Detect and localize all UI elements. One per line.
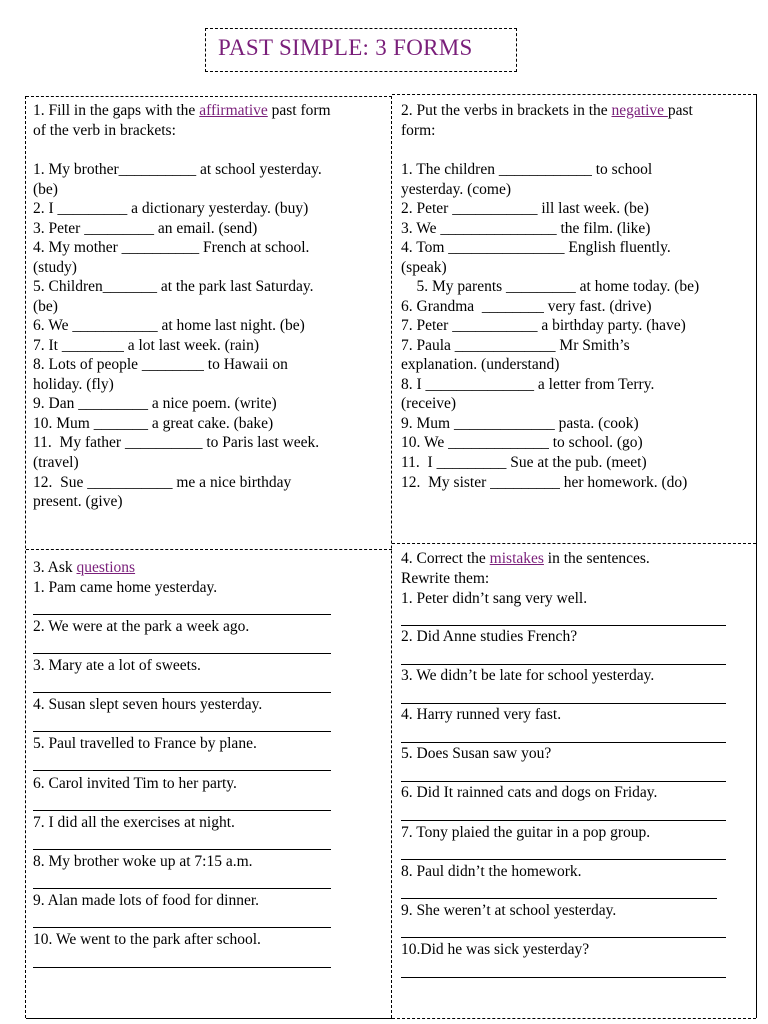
gap-fill-line[interactable]: 7. It ________ a lot last week. (rain): [33, 337, 259, 354]
gap-fill-line[interactable]: 3. We _______________ the film. (like): [401, 220, 651, 237]
gap-fill-line[interactable]: 2. Peter ___________ ill last week. (be): [401, 200, 649, 217]
gap-fill-line[interactable]: 10. Mum _______ a great cake. (bake): [33, 415, 274, 432]
gap-fill-line: present. (give): [33, 493, 123, 510]
answer-line[interactable]: [401, 781, 726, 782]
gap-fill-line[interactable]: 1. My brother__________ at school yesterday.: [33, 161, 322, 178]
answer-line[interactable]: [401, 625, 726, 626]
exercise-2-instruction-cont: form:: [401, 122, 436, 139]
box-bottom-border-right: [392, 1018, 756, 1019]
gap-fill-line[interactable]: 7. Peter ___________ a birthday party. (have): [401, 317, 686, 334]
gap-fill-line: (receive): [401, 395, 457, 412]
gap-fill-line: explanation. (understand): [401, 356, 560, 373]
mistake-sentence: 4. Harry runned very fast.: [401, 706, 562, 723]
mistake-sentence: 8. Paul didn’t the homework.: [401, 863, 582, 880]
page-title: PAST SIMPLE: 3 FORMS: [218, 35, 473, 60]
question-item: 10. We went to the park after school.: [33, 931, 261, 948]
gap-fill-line[interactable]: 9. Mum _____________ pasta. (cook): [401, 415, 639, 432]
exercise-2-instruction: 2. Put the verbs in brackets in the negative past: [401, 102, 693, 119]
gap-fill-line[interactable]: 5. My parents _________ at home today. (be): [401, 278, 700, 295]
answer-line[interactable]: [401, 742, 726, 743]
answer-line[interactable]: [401, 859, 726, 860]
answer-line[interactable]: [401, 820, 726, 821]
question-item: 5. Paul travelled to France by plane.: [33, 735, 257, 752]
answer-line[interactable]: [401, 898, 717, 899]
gap-fill-line[interactable]: 6. Grandma ________ very fast. (drive): [401, 298, 652, 315]
box-middle-border: [391, 96, 392, 1018]
box-mid-border-right: [392, 543, 756, 544]
answer-line[interactable]: [401, 664, 726, 665]
exercise-1-instruction-cont: of the verb in brackets:: [33, 122, 176, 139]
gap-fill-line[interactable]: 3. Peter _________ an email. (send): [33, 220, 258, 237]
gap-fill-line: (be): [33, 298, 58, 315]
answer-line[interactable]: [33, 849, 331, 850]
box-mid-border-left: [26, 549, 392, 550]
keyword-questions: questions: [76, 559, 136, 576]
question-item: 8. My brother woke up at 7:15 a.m.: [33, 853, 253, 870]
gap-fill-line[interactable]: 8. I ______________ a letter from Terry.: [401, 376, 655, 393]
mistake-sentence: 9. She weren’t at school yesterday.: [401, 902, 617, 919]
mistake-sentence: 7. Tony plaied the guitar in a pop group.: [401, 824, 651, 841]
gap-fill-line[interactable]: 10. We _____________ to school. (go): [401, 434, 643, 451]
question-item: 4. Susan slept seven hours yesterday.: [33, 696, 263, 713]
keyword-mistakes: mistakes: [489, 550, 544, 567]
box-bottom-border-left: [26, 1018, 392, 1019]
gap-fill-line[interactable]: 1. The children ____________ to school: [401, 161, 653, 178]
box-right-border: [756, 94, 757, 1018]
gap-fill-line[interactable]: 2. I _________ a dictionary yesterday. (buy): [33, 200, 309, 217]
gap-fill-line[interactable]: 12. Sue ___________ me a nice birthday: [33, 474, 292, 491]
question-item: 9. Alan made lots of food for dinner.: [33, 892, 259, 909]
question-item: 6. Carol invited Tim to her party.: [33, 775, 237, 792]
mistake-sentence: 10.Did he was sick yesterday?: [401, 941, 590, 958]
question-item: 2. We were at the park a week ago.: [33, 618, 250, 635]
gap-fill-line[interactable]: 7. Paula _____________ Mr Smith’s: [401, 337, 630, 354]
mistake-sentence: 5. Does Susan saw you?: [401, 745, 552, 762]
gap-fill-line: yesterday. (come): [401, 181, 512, 198]
mistake-sentence: 6. Did It rainned cats and dogs on Friday.: [401, 784, 658, 801]
answer-line[interactable]: [401, 977, 726, 978]
gap-fill-line: (study): [33, 259, 77, 276]
answer-line[interactable]: [33, 967, 331, 968]
exercise-4-instruction-cont: Rewrite them:: [401, 570, 490, 587]
answer-line[interactable]: [401, 937, 726, 938]
mistake-sentence: 3. We didn’t be late for school yesterday.: [401, 667, 655, 684]
gap-fill-line[interactable]: 5. Children_______ at the park last Saturday.: [33, 278, 314, 295]
gap-fill-line[interactable]: 4. Tom _______________ English fluently.: [401, 239, 671, 256]
answer-line[interactable]: [33, 927, 331, 928]
exercise-3-instruction: 3. Ask questions: [33, 559, 136, 576]
gap-fill-line[interactable]: 4. My mother __________ French at school.: [33, 239, 310, 256]
gap-fill-line[interactable]: 8. Lots of people ________ to Hawaii on: [33, 356, 288, 373]
answer-line[interactable]: [33, 653, 331, 654]
box-top-border-left: [26, 96, 392, 97]
mistake-sentence: 2. Did Anne studies French?: [401, 628, 578, 645]
answer-line[interactable]: [33, 888, 331, 889]
gap-fill-line[interactable]: 12. My sister _________ her homework. (do): [401, 474, 688, 491]
box-left-border: [25, 96, 26, 1018]
question-item: 3. Mary ate a lot of sweets.: [33, 657, 201, 674]
answer-line[interactable]: [401, 703, 726, 704]
exercise-4-instruction: 4. Correct the mistakes in the sentences.: [401, 550, 650, 567]
gap-fill-line: (travel): [33, 454, 79, 471]
gap-fill-line: holiday. (fly): [33, 376, 114, 393]
gap-fill-line[interactable]: 9. Dan _________ a nice poem. (write): [33, 395, 277, 412]
title-box: [205, 28, 517, 72]
answer-line[interactable]: [33, 770, 331, 771]
mistake-sentence: 1. Peter didn’t sang very well.: [401, 590, 588, 607]
answer-line[interactable]: [33, 810, 331, 811]
gap-fill-line[interactable]: 6. We ___________ at home last night. (be): [33, 317, 305, 334]
answer-line[interactable]: [33, 731, 331, 732]
keyword-affirmative: affirmative: [199, 102, 268, 119]
question-item: 1. Pam came home yesterday.: [33, 579, 218, 596]
box-top-border-right: [392, 94, 756, 95]
answer-line[interactable]: [33, 614, 331, 615]
keyword-negative: negative: [611, 102, 668, 119]
exercise-1-instruction: 1. Fill in the gaps with the affirmative past form: [33, 102, 331, 119]
gap-fill-line[interactable]: 11. I _________ Sue at the pub. (meet): [401, 454, 647, 471]
gap-fill-line[interactable]: 11. My father __________ to Paris last week.: [33, 434, 320, 451]
question-item: 7. I did all the exercises at night.: [33, 814, 235, 831]
answer-line[interactable]: [33, 692, 331, 693]
gap-fill-line: (speak): [401, 259, 447, 276]
gap-fill-line: (be): [33, 181, 58, 198]
